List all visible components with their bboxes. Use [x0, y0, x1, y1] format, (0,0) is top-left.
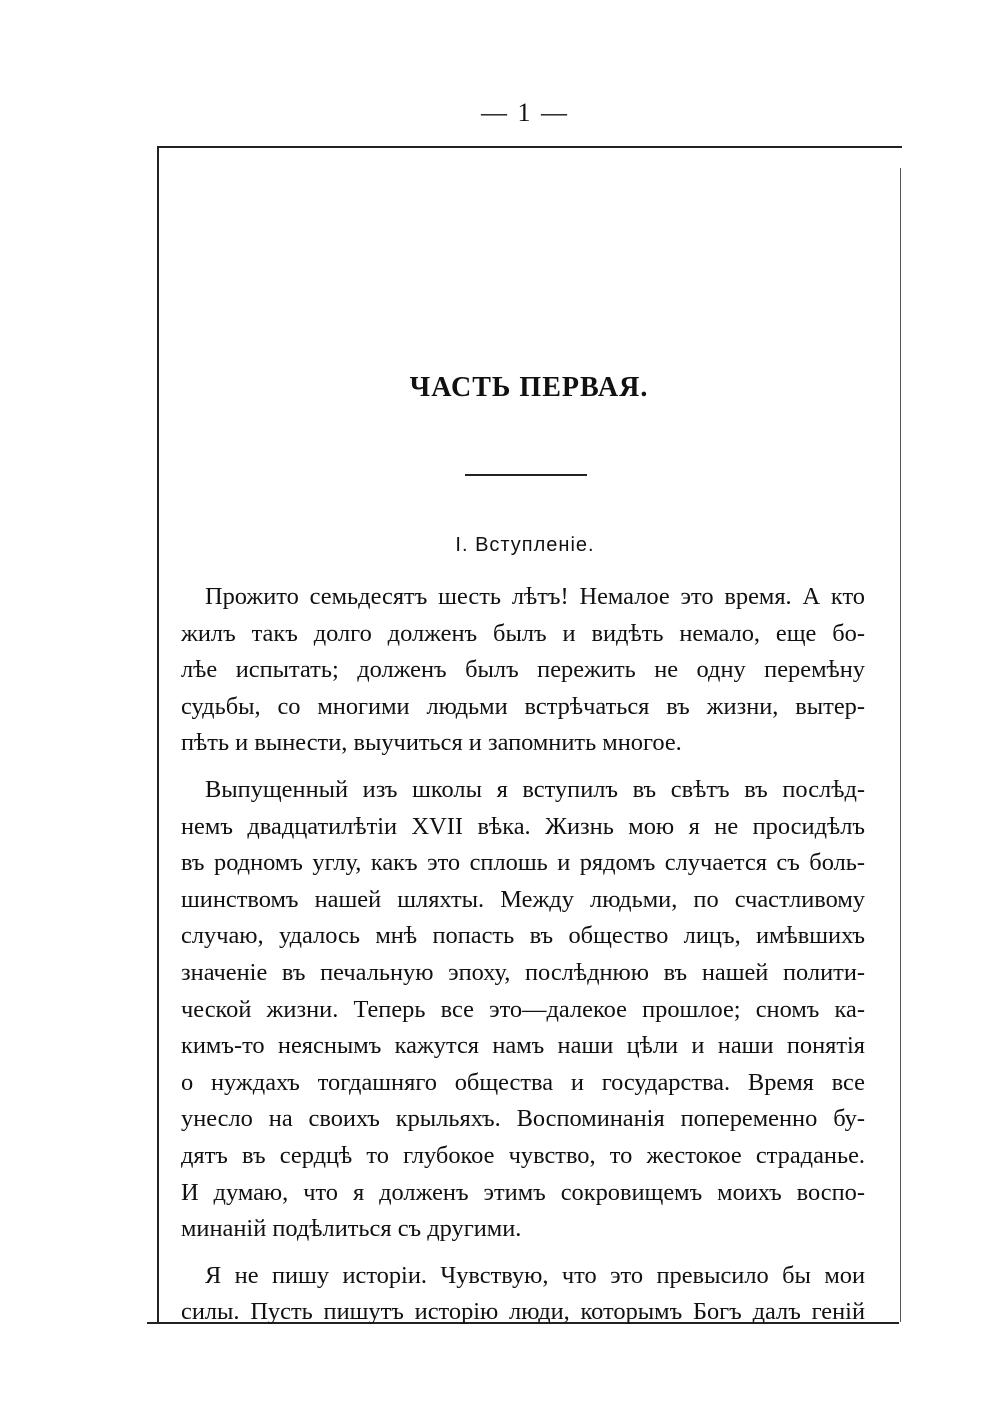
text-line: немъ двадцатилѣтіи XVII вѣка. Жизнь мою я не просидѣлъ [181, 812, 865, 840]
text-line: силы. Пусть пишутъ исторію люди, которымъ Богъ далъ геній [181, 1298, 865, 1326]
text-line: значеніе въ печальную эпоху, послѣднюю въ нашей полити- [181, 958, 865, 986]
text-line: кимъ-то неяснымъ кажутся намъ наши цѣли и наши понятія [181, 1032, 865, 1060]
text-line: случаю, удалось мнѣ попасть въ общество лицъ, имѣвшихъ [181, 922, 865, 950]
frame-right-rule [900, 168, 901, 1322]
part-title: ЧАСТЬ ПЕРВАЯ. [409, 372, 649, 403]
text-line: Я не пишу исторіи. Чувствую, что это превысило бы мои [205, 1261, 865, 1289]
text-line: И думаю, что я долженъ этимъ сокровищемъ моихъ воспо- [181, 1178, 865, 1206]
text-line: въ родномъ углу, какъ это сплошь и рядомъ случается съ боль- [181, 849, 865, 877]
text-line: судьбы, со многими людьми встрѣчаться въ жизни, вытер- [181, 692, 865, 720]
text-line: ческой жизни. Теперь все это—далекое прошлое; сномъ ка- [181, 995, 865, 1023]
section-heading: I. Вступленіе. [455, 534, 595, 556]
text-line: Выпущенный изъ школы я вступилъ въ свѣтъ въ послѣд- [205, 775, 865, 803]
page-number: — 1 — [481, 98, 569, 127]
body-text [181, 579, 865, 1331]
text-line: жилъ такъ долго долженъ былъ и видѣть немало, еще бо- [181, 619, 865, 647]
text-line: Прожито семьдесятъ шесть лѣтъ! Немалое это время. А кто [205, 583, 865, 610]
text-line: о нуждахъ тогдашняго общества и государства. Время все [181, 1068, 865, 1096]
text-line: дятъ въ сердцѣ то глубокое чувство, то жестокое страданье. [181, 1141, 865, 1169]
text-line: минаній подѣлиться съ другими. [181, 1215, 522, 1243]
title-divider [465, 474, 587, 476]
text-line: шинствомъ нашей шляхты. Между людьми, по счастливому [181, 885, 865, 913]
text-line: лѣе испытать; долженъ былъ пережить не одну перемѣну [181, 656, 865, 684]
text-line: унесло на своихъ крыльяхъ. Воспоминанія попеременно бу- [181, 1105, 865, 1133]
frame-left-rule [157, 146, 159, 1322]
text-line: пѣть и вынести, выучиться и запомнить многое. [181, 729, 682, 757]
frame-top-rule [157, 146, 902, 148]
